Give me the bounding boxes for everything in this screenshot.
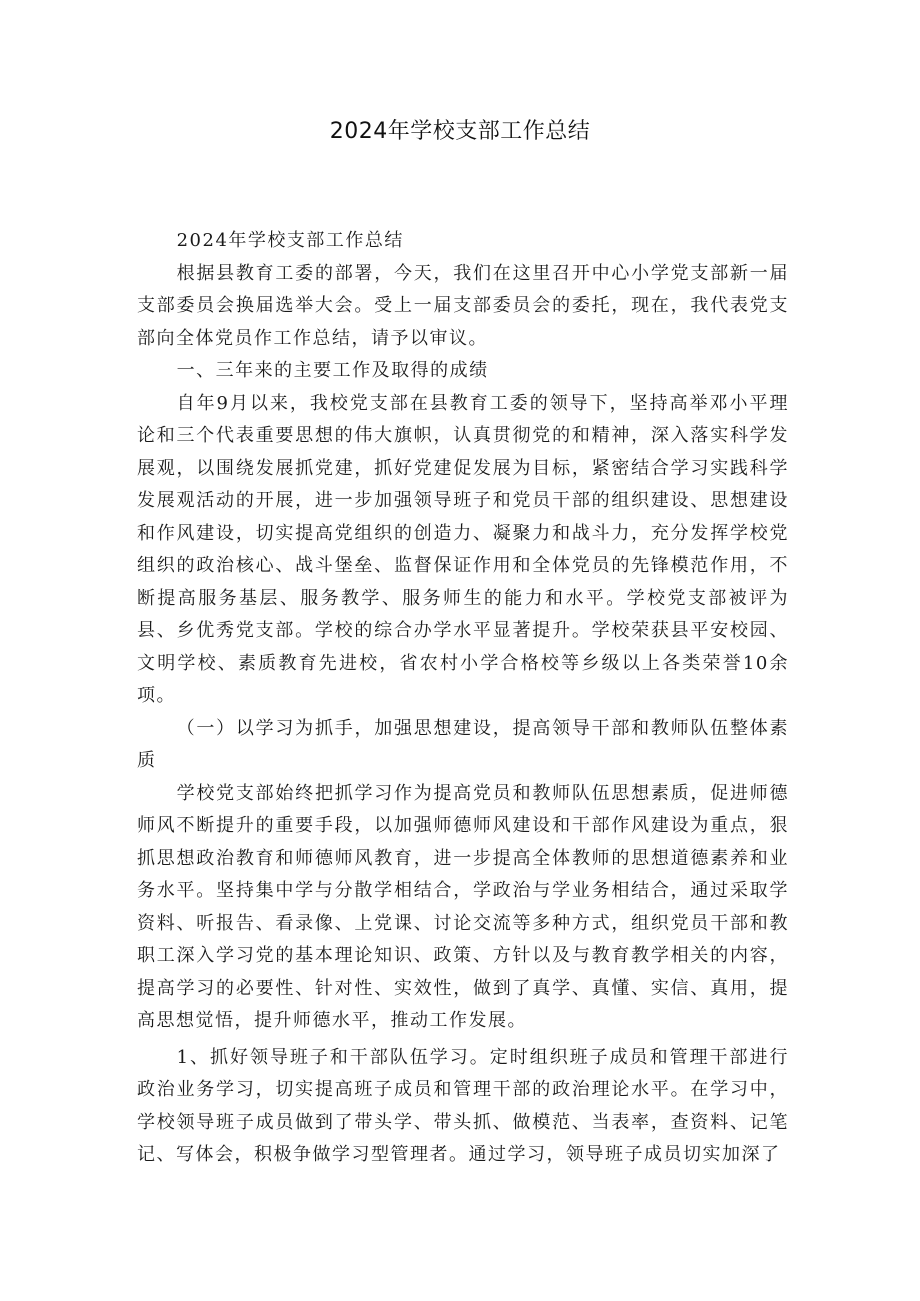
intro-paragraph: 根据县教育工委的部署，今天，我们在这里召开中心小学党支部新一届支部委员会换届选举大会。受上一届支部委员会的委托，现在，我代表党支部向全体党员作工作总结，请予以审议。 [137,262,789,349]
section-heading-achievements: 一、三年来的主要工作及取得的成绩 [176,360,489,381]
subsection-heading-study: （一）以学习为抓手，加强思想建设，提高领导干部和教师队伍整体素质 [137,717,789,771]
leadership-study-paragraph: 1、抓好领导班子和干部队伍学习。定时组织班子成员和管理干部进行政治业务学习，切实提高班子成员和管理干部的政治理论水平。在学习中，学校领导班子成员做到了带头学、带头抓、做模范、当表率，查资料、记笔记、写体会，积极争做学习型管理者。通过学习，领导班子成员切实加深了 [137,1046,789,1165]
document-title: 2024年学校支部工作总结 [329,119,591,144]
study-paragraph: 学校党支部始终把抓学习作为提高党员和教师队伍思想素质，促进师德师风不断提升的重要手段，以加强师德师风建设和干部作风建设为重点，狠抓思想政治教育和师德师风教育，进一步提高全体教师的思想道德素养和业务水平。坚持集中学与分散学相结合，学政治与学业务相结合，通过采取学资料、听报告、看录像、上党课、讨论交流等多种方式，组织党员干部和教职工深入学习党的基本理论知识、政策、方针以及与教育教学相关的内容，提高学习的必要性、针对性、实效性，做到了真学、真懂、实信、真用，提高思想觉悟，提升师德水平，推动工作发展。 [137,782,789,1031]
document-body [137,225,789,1172]
achievements-paragraph: 自年9月以来，我校党支部在县教育工委的领导下，坚持高举邓小平理论和三个代表重要思想的伟大旗帜，认真贯彻党的和精神，深入落实科学发展观，以围绕发展抓党建，抓好党建促发展为目标，紧密结合学习实践科学发展观活动的开展，进一步加强领导班子和党员干部的组织建设、思想建设和作风建设，切实提高党组织的创造力、凝聚力和战斗力，充分发挥学校党组织的政治核心、战斗堡垒、监督保证作用和全体党员的先锋模范作用，不断提高服务基层、服务教学、服务师生的能力和水平。学校党支部被评为县、乡优秀党支部。学校的综合办学水平显著提升。学校荣获县平安校园、文明学校、素质教育先进校，省农村小学合格校等乡级以上各类荣誉10余项。 [137,392,789,706]
body-heading: 2024年学校支部工作总结 [176,230,404,251]
